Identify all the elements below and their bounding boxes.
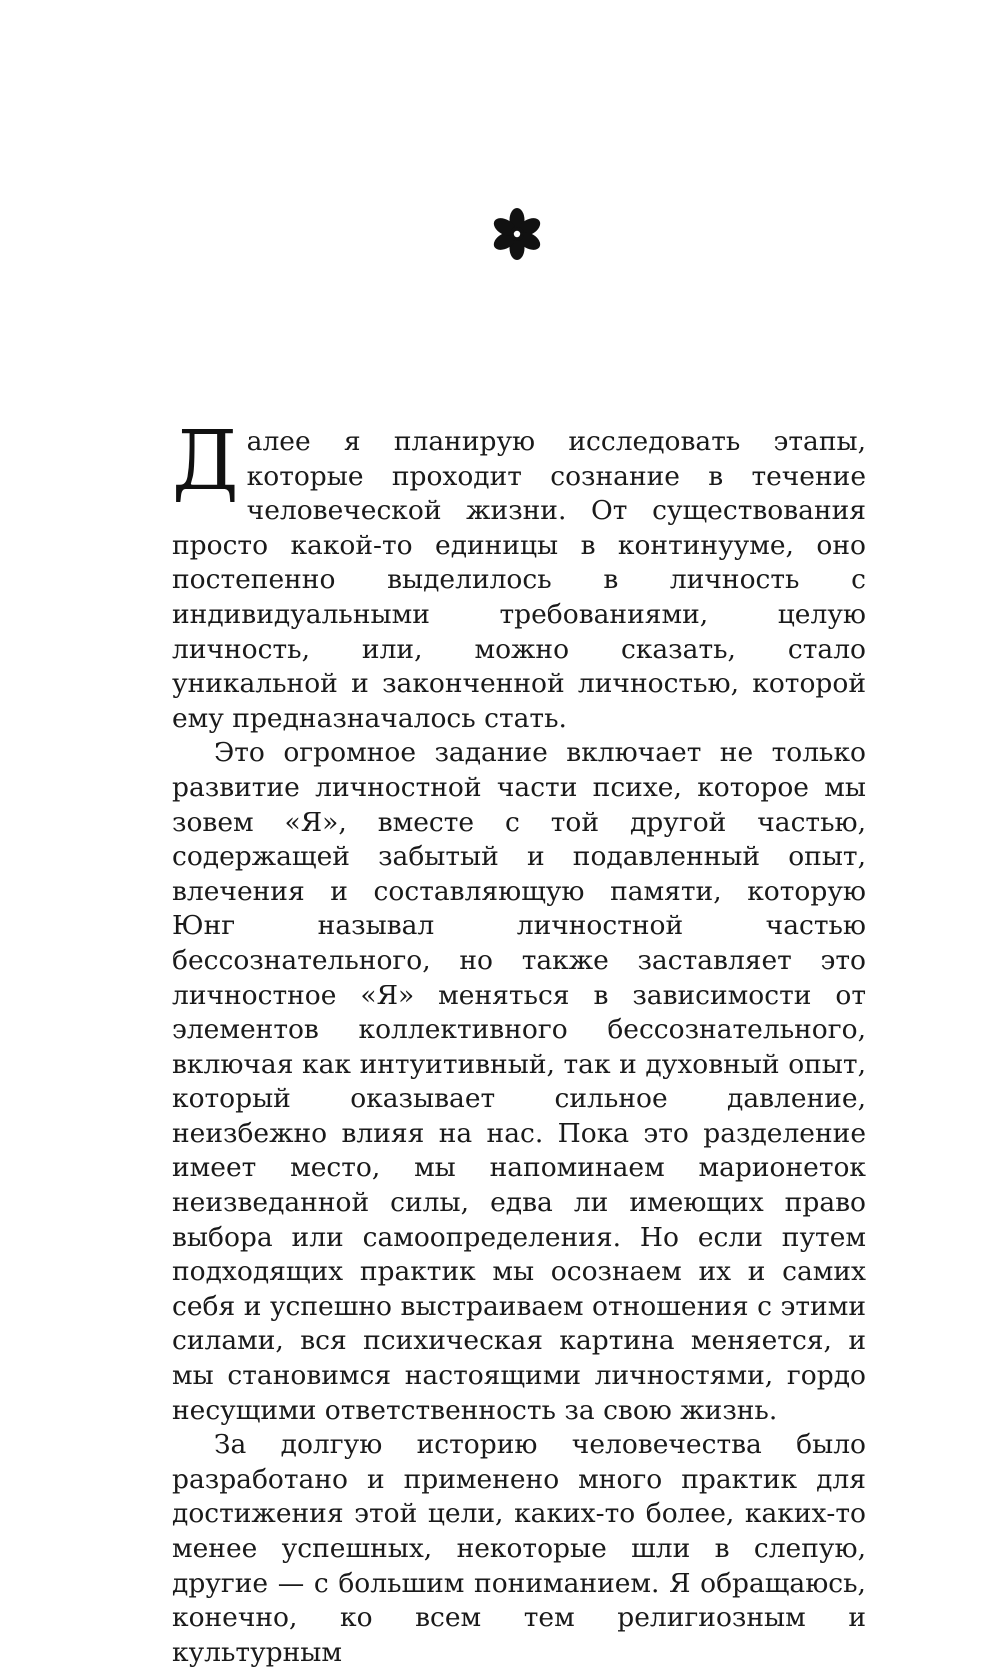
drop-cap: Д — [172, 414, 239, 509]
paragraph-2: Это огромное задание включает не только развитие личностной части психе, которое мы зовем «Я», вместе с той другой частью, содержащей забытый и подавленный опыт, влечения и составляющую памяти, которую Юнг называл личностной частью бессознательного, но также заставляет это личностное «Я» меняться в зависимости от элементов коллективного бессознательного, включая как интуитивный, так и духовный опыт, который оказывает сильное давление, неизбежно влияя на нас. Пока это разделение имеет место, мы напоминаем марионеток неизведанной силы, едва ли имеющих право выбора или самоопределения. Но если путем подходящих практик мы осознаем их и самих себя и успешно выстраиваем отношения с этими силами, вся психическая картина меняется, и мы становимся настоящими личностями, гордо несущими ответственность за свою жизнь. — [172, 737, 866, 1426]
paragraph-3: За долгую историю человечества было разработано и применено много практик для достижения этой цели, каких-то более, каких-то менее успешных, некоторые шли в слепую, другие — с большим пониманием. Я обращаюсь, конечно, ко всем тем религиозным и культурным — [172, 1429, 866, 1668]
paragraph-1 — [172, 414, 866, 736]
flower-ornament-icon — [489, 206, 545, 262]
paragraph-1-text: алее я планирую исследовать этапы, которые проходит сознание в течение человеческой жизни. От существования просто какой-то единицы в континууме, оно постепенно выделилось в личность с индивидуальными требованиями, целую личность, или, можно сказать, стало уникальной и законченной личностью, которой ему предназначалось стать. — [172, 426, 866, 734]
body-text — [172, 414, 866, 1670]
